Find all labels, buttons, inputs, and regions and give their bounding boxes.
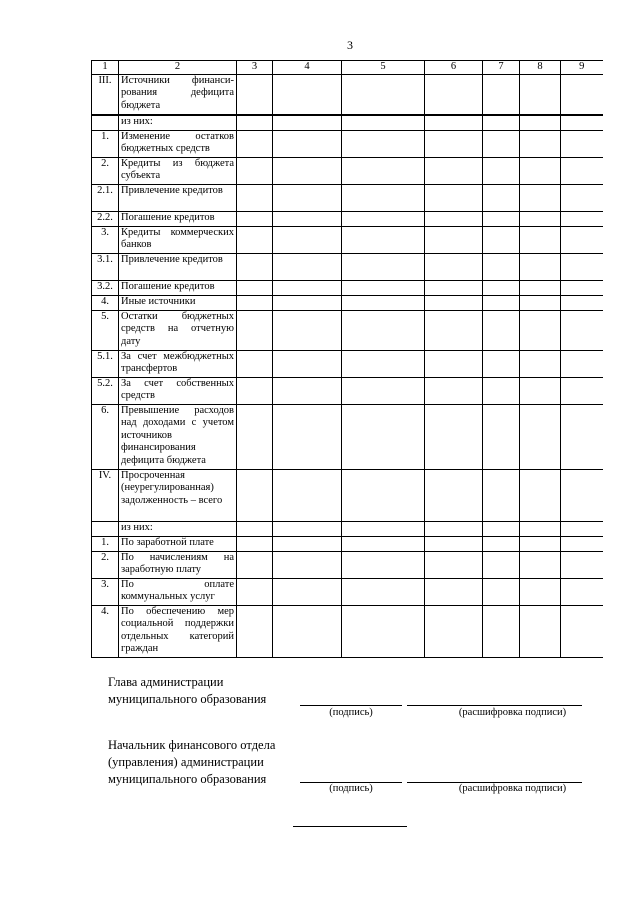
table-header-row bbox=[92, 61, 603, 75]
value-cell bbox=[237, 377, 273, 404]
decode-caption: (расшифровка подписи) bbox=[458, 707, 567, 718]
column-header: 6 bbox=[425, 61, 483, 75]
value-cell bbox=[273, 578, 342, 605]
column-header: 5 bbox=[342, 61, 425, 75]
value-cell bbox=[273, 280, 342, 295]
value-cell bbox=[483, 74, 520, 115]
value-cell bbox=[273, 130, 342, 157]
table-row bbox=[92, 605, 603, 657]
value-cell bbox=[273, 226, 342, 253]
value-cell bbox=[561, 253, 603, 280]
value-cell bbox=[520, 404, 561, 469]
value-cell bbox=[273, 253, 342, 280]
value-cell bbox=[520, 521, 561, 536]
finance-title-line: (управления) администрации bbox=[108, 755, 264, 769]
value-cell bbox=[520, 377, 561, 404]
value-cell bbox=[520, 469, 561, 521]
value-cell bbox=[520, 74, 561, 115]
value-cell bbox=[561, 578, 603, 605]
value-cell bbox=[520, 551, 561, 578]
value-cell bbox=[483, 280, 520, 295]
value-cell bbox=[273, 521, 342, 536]
column-header: 2 bbox=[119, 61, 237, 75]
value-cell bbox=[520, 211, 561, 226]
row-label-cell: По обеспечению мер социальной поддержки отдельных категорий граждан bbox=[119, 605, 237, 657]
value-cell bbox=[425, 578, 483, 605]
value-cell bbox=[425, 605, 483, 657]
table-row bbox=[92, 295, 603, 310]
value-cell bbox=[561, 115, 603, 131]
table-row bbox=[92, 280, 603, 295]
row-number-cell bbox=[92, 521, 119, 536]
value-cell bbox=[483, 578, 520, 605]
value-cell bbox=[273, 157, 342, 184]
value-cell bbox=[425, 310, 483, 350]
value-cell bbox=[342, 295, 425, 310]
value-cell bbox=[342, 130, 425, 157]
table-row bbox=[92, 536, 603, 551]
row-number-cell: IV. bbox=[92, 469, 119, 521]
value-cell bbox=[237, 130, 273, 157]
finance-title-line: муниципального образования bbox=[108, 772, 267, 786]
value-cell bbox=[425, 551, 483, 578]
column-header: 7 bbox=[483, 61, 520, 75]
value-cell bbox=[425, 280, 483, 295]
column-header: 4 bbox=[273, 61, 342, 75]
row-number-cell: III. bbox=[92, 74, 119, 115]
row-label-cell: Погашение кредитов bbox=[119, 211, 237, 226]
value-cell bbox=[273, 536, 342, 551]
row-number-cell bbox=[92, 115, 119, 131]
value-cell bbox=[561, 469, 603, 521]
value-cell bbox=[273, 469, 342, 521]
row-label-cell: Источники финанси-рования дефицита бюджета bbox=[119, 74, 237, 115]
value-cell bbox=[561, 74, 603, 115]
value-cell bbox=[483, 253, 520, 280]
value-cell bbox=[561, 280, 603, 295]
value-cell bbox=[483, 536, 520, 551]
value-cell bbox=[483, 184, 520, 211]
value-cell bbox=[483, 605, 520, 657]
value-cell bbox=[273, 404, 342, 469]
decode-caption: (расшифровка подписи) bbox=[458, 783, 567, 794]
value-cell bbox=[342, 253, 425, 280]
row-number-cell: 3. bbox=[92, 578, 119, 605]
table-row bbox=[92, 551, 603, 578]
value-cell bbox=[237, 184, 273, 211]
table-row bbox=[92, 578, 603, 605]
value-cell bbox=[273, 551, 342, 578]
row-label-cell: За счет межбюджетных трансфертов bbox=[119, 350, 237, 377]
value-cell bbox=[483, 157, 520, 184]
value-cell bbox=[520, 605, 561, 657]
value-cell bbox=[520, 184, 561, 211]
value-cell bbox=[273, 211, 342, 226]
row-number-cell: 3.1. bbox=[92, 253, 119, 280]
value-cell bbox=[520, 157, 561, 184]
table-row bbox=[92, 404, 603, 469]
row-label-cell: Погашение кредитов bbox=[119, 280, 237, 295]
value-cell bbox=[483, 350, 520, 377]
signature-line bbox=[300, 705, 402, 706]
value-cell bbox=[237, 280, 273, 295]
row-label-cell: Изменение остатков бюджетных средств bbox=[119, 130, 237, 157]
value-cell bbox=[520, 253, 561, 280]
value-cell bbox=[342, 74, 425, 115]
value-cell bbox=[483, 469, 520, 521]
value-cell bbox=[342, 605, 425, 657]
value-cell bbox=[342, 211, 425, 226]
value-cell bbox=[561, 350, 603, 377]
table-row bbox=[92, 350, 603, 377]
value-cell bbox=[237, 551, 273, 578]
value-cell bbox=[273, 605, 342, 657]
table-row bbox=[92, 157, 603, 184]
row-number-cell: 5.1. bbox=[92, 350, 119, 377]
value-cell bbox=[425, 226, 483, 253]
value-cell bbox=[425, 211, 483, 226]
row-number-cell: 2.1. bbox=[92, 184, 119, 211]
row-number-cell: 2.2. bbox=[92, 211, 119, 226]
value-cell bbox=[237, 469, 273, 521]
value-cell bbox=[425, 115, 483, 131]
value-cell bbox=[237, 536, 273, 551]
value-cell bbox=[483, 404, 520, 469]
value-cell bbox=[425, 74, 483, 115]
row-number-cell: 3. bbox=[92, 226, 119, 253]
table-row bbox=[92, 74, 603, 115]
value-cell bbox=[425, 130, 483, 157]
value-cell bbox=[237, 605, 273, 657]
row-label-cell: Превышение расходов над доходами с учетом источников финансирования дефицита бюджета bbox=[119, 404, 237, 469]
row-number-cell: 1. bbox=[92, 536, 119, 551]
value-cell bbox=[425, 157, 483, 184]
row-label-cell: По оплате коммунальных услуг bbox=[119, 578, 237, 605]
decode-line bbox=[407, 705, 582, 706]
row-number-cell: 4. bbox=[92, 605, 119, 657]
row-number-cell: 3.2. bbox=[92, 280, 119, 295]
table-row bbox=[92, 130, 603, 157]
row-label-cell: Просроченная (неурегулированная) задолженность – всего bbox=[119, 469, 237, 521]
value-cell bbox=[483, 226, 520, 253]
table-row bbox=[92, 469, 603, 521]
value-cell bbox=[237, 350, 273, 377]
value-cell bbox=[425, 469, 483, 521]
head-title-line: муниципального образования bbox=[108, 692, 267, 706]
row-label-cell: Привлечение кредитов bbox=[119, 253, 237, 280]
value-cell bbox=[342, 115, 425, 131]
value-cell bbox=[342, 310, 425, 350]
row-number-cell: 5.2. bbox=[92, 377, 119, 404]
row-number-cell: 6. bbox=[92, 404, 119, 469]
value-cell bbox=[520, 226, 561, 253]
row-label-cell: Иные источники bbox=[119, 295, 237, 310]
table-row bbox=[92, 211, 603, 226]
value-cell bbox=[273, 184, 342, 211]
value-cell bbox=[273, 74, 342, 115]
value-cell bbox=[425, 350, 483, 377]
table-row bbox=[92, 226, 603, 253]
value-cell bbox=[561, 295, 603, 310]
value-cell bbox=[520, 115, 561, 131]
finance-signature-title bbox=[108, 737, 275, 788]
value-cell bbox=[273, 377, 342, 404]
column-header: 1 bbox=[92, 61, 119, 75]
value-cell bbox=[520, 536, 561, 551]
value-cell bbox=[425, 184, 483, 211]
row-label-cell: Кредиты из бюджета субъекта bbox=[119, 157, 237, 184]
value-cell bbox=[561, 521, 603, 536]
value-cell bbox=[561, 211, 603, 226]
row-label-cell: По начислениям на заработную плату bbox=[119, 551, 237, 578]
value-cell bbox=[237, 211, 273, 226]
row-label-cell: из них: bbox=[119, 115, 237, 131]
table-row bbox=[92, 310, 603, 350]
row-label-cell: из них: bbox=[119, 521, 237, 536]
value-cell bbox=[520, 310, 561, 350]
row-number-cell: 2. bbox=[92, 551, 119, 578]
report-table bbox=[91, 60, 603, 658]
value-cell bbox=[237, 253, 273, 280]
column-header: 3 bbox=[237, 61, 273, 75]
row-number-cell: 4. bbox=[92, 295, 119, 310]
value-cell bbox=[342, 280, 425, 295]
value-cell bbox=[342, 350, 425, 377]
value-cell bbox=[273, 310, 342, 350]
value-cell bbox=[342, 226, 425, 253]
value-cell bbox=[237, 226, 273, 253]
value-cell bbox=[520, 578, 561, 605]
value-cell bbox=[561, 157, 603, 184]
value-cell bbox=[520, 295, 561, 310]
table-row bbox=[92, 115, 603, 131]
value-cell bbox=[342, 404, 425, 469]
value-cell bbox=[237, 295, 273, 310]
head-title-line: Глава администрации bbox=[108, 675, 224, 689]
value-cell bbox=[425, 295, 483, 310]
table-row bbox=[92, 184, 603, 211]
finance-title-line: Начальник финансового отдела bbox=[108, 738, 276, 752]
table-row bbox=[92, 377, 603, 404]
table-row bbox=[92, 521, 603, 536]
row-label-cell: Остатки бюджетных средств на отчетную дату bbox=[119, 310, 237, 350]
value-cell bbox=[483, 211, 520, 226]
end-rule bbox=[293, 826, 407, 827]
row-label-cell: За счет собственных средств bbox=[119, 377, 237, 404]
value-cell bbox=[237, 310, 273, 350]
value-cell bbox=[273, 295, 342, 310]
table-row bbox=[92, 253, 603, 280]
value-cell bbox=[483, 310, 520, 350]
value-cell bbox=[425, 521, 483, 536]
value-cell bbox=[425, 377, 483, 404]
value-cell bbox=[342, 469, 425, 521]
value-cell bbox=[520, 280, 561, 295]
value-cell bbox=[237, 404, 273, 469]
row-label-cell: По заработной плате bbox=[119, 536, 237, 551]
value-cell bbox=[520, 130, 561, 157]
column-header: 9 bbox=[561, 61, 603, 75]
value-cell bbox=[237, 115, 273, 131]
head-signature-title bbox=[108, 674, 266, 708]
row-number-cell: 5. bbox=[92, 310, 119, 350]
value-cell bbox=[561, 226, 603, 253]
row-number-cell: 2. bbox=[92, 157, 119, 184]
value-cell bbox=[483, 295, 520, 310]
value-cell bbox=[425, 404, 483, 469]
value-cell bbox=[425, 253, 483, 280]
value-cell bbox=[342, 184, 425, 211]
value-cell bbox=[273, 115, 342, 131]
value-cell bbox=[561, 536, 603, 551]
value-cell bbox=[342, 157, 425, 184]
signature-caption: (подпись) bbox=[329, 783, 373, 794]
value-cell bbox=[237, 521, 273, 536]
value-cell bbox=[342, 521, 425, 536]
value-cell bbox=[561, 377, 603, 404]
value-cell bbox=[483, 551, 520, 578]
value-cell bbox=[342, 536, 425, 551]
row-number-cell: 1. bbox=[92, 130, 119, 157]
signature-caption: (подпись) bbox=[329, 707, 373, 718]
value-cell bbox=[561, 404, 603, 469]
value-cell bbox=[342, 377, 425, 404]
value-cell bbox=[237, 578, 273, 605]
value-cell bbox=[561, 551, 603, 578]
page-number: 3 bbox=[347, 38, 353, 52]
value-cell bbox=[483, 377, 520, 404]
row-label-cell: Кредиты коммерческих банков bbox=[119, 226, 237, 253]
value-cell bbox=[273, 350, 342, 377]
value-cell bbox=[483, 115, 520, 131]
value-cell bbox=[483, 521, 520, 536]
value-cell bbox=[342, 578, 425, 605]
row-label-cell: Привлечение кредитов bbox=[119, 184, 237, 211]
value-cell bbox=[561, 130, 603, 157]
column-header: 8 bbox=[520, 61, 561, 75]
value-cell bbox=[561, 184, 603, 211]
value-cell bbox=[237, 157, 273, 184]
value-cell bbox=[561, 310, 603, 350]
value-cell bbox=[520, 350, 561, 377]
value-cell bbox=[342, 551, 425, 578]
value-cell bbox=[425, 536, 483, 551]
value-cell bbox=[483, 130, 520, 157]
value-cell bbox=[561, 605, 603, 657]
value-cell bbox=[237, 74, 273, 115]
